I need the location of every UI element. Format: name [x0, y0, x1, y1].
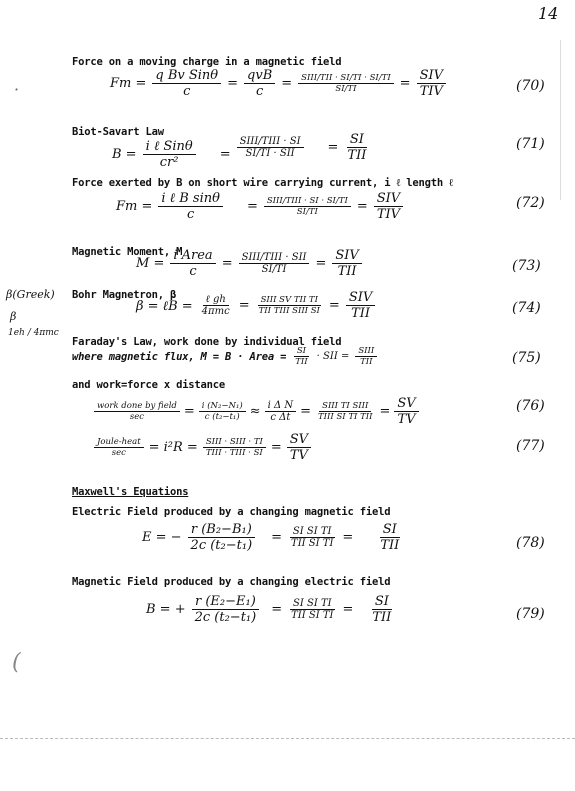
eq73-frac2: $\frac{\text{SIII/TIII · SII}}{SI/TI}$: [239, 252, 310, 275]
equation-number-70: (70): [516, 78, 545, 94]
eq71-frac3: $\frac{SI}{\text{TII}}$: [347, 131, 367, 163]
eq78-frac2: $\frac{\text{SI SI TI}}{\text{TII SI TI}}$: [291, 526, 334, 549]
heading-75: Faraday's Law, work done by individual field: [72, 336, 342, 348]
eq76-frac1: $\frac{\text{i (N₂−N₁)}}{\text{c (t₂−t₁)}}$: [199, 401, 246, 422]
equation-number-79: (79): [516, 606, 545, 622]
eq78-frac3: $\frac{SI}{\text{TII}}$: [380, 522, 400, 553]
equation-72: Fm = $\frac{\text{i ℓ B sinθ}}{c}$ = $\frac{\text{SIII/TIII · SI · SI/TI}}{SI/TI}$ = $\frac{\text{SIV}}{\text{TIV}}$: [116, 190, 403, 222]
equation-79: B = + $\frac{\text{r (E₂−E₁)}}{\text{2c (t₂−t₁)}}$ = $\frac{\text{SI SI TI}}{\text{TII SI TI}}$ = $\frac{SI}{\text{TII}}$: [146, 594, 394, 625]
eq75-frac1: $\frac{SI}{\text{TII}}$: [295, 346, 308, 367]
eq74-frac3: $\frac{\text{SIV}}{\text{TII}}$: [346, 290, 375, 321]
eq71-frac1: $\frac{\text{i ℓ Sinθ}}{\text{cr²}}$: [143, 138, 196, 170]
eq77-frac2: $\frac{SV}{TV}$: [287, 432, 311, 463]
heading-70: Force on a moving charge in a magnetic field: [72, 56, 342, 68]
equation-78: E = − $\frac{\text{r (B₂−B₁)}}{\text{2c (t₂−t₁)}}$ = $\frac{\text{SI SI TI}}{\text{TII SI TI}}$ = $\frac{SI}{\text{TII}}$: [142, 522, 402, 553]
eq75-frac2: $\frac{\text{SIII}}{\text{TII}}$: [355, 346, 377, 367]
equation-number-75: (75): [512, 350, 541, 366]
heading-71: Biot-Savart Law: [72, 126, 164, 138]
heading-73: Magnetic Moment, M: [72, 246, 183, 258]
equation-76: $\frac{\text{work done by field}}{\sec}$ = $\frac{\text{i (N₂−N₁)}}{\text{c (t₂−t₁)}}$ ≈ $\frac{\text{i Δ N}}{\text{c Δt}}$ = $\frac{\text{SIII TI SIII}}{\text{TIII SI TI TII}}$ = $\frac{SV}{TV}$: [94, 396, 419, 427]
heading-74: Bohr Magnetron, β: [72, 289, 177, 301]
equation-number-74: (74): [512, 300, 541, 316]
heading-79: Magnetic Field produced by a changing electric field: [72, 576, 391, 588]
eq77-frac1: $\frac{\text{SIII · SIII · TI}}{\text{TIII · TIII · SI}}$: [203, 437, 266, 458]
eq76-lhs: $\frac{\text{work done by field}}{\sec}$: [94, 401, 180, 422]
eq78-frac1: $\frac{\text{r (B₂−B₁)}}{\text{2c (t₂−t₁)}}$: [188, 522, 256, 553]
eq74-frac1: $\frac{\text{ℓ gh}}{\text{4πmc}}$: [201, 294, 230, 317]
margin-mark: ·: [14, 80, 20, 99]
eq76-frac2: $\frac{\text{i Δ N}}{\text{c Δt}}$: [265, 400, 297, 423]
eq77-lhs: $\frac{\text{Joule-heat}}{\sec}$: [94, 437, 144, 458]
eq76-frac3: $\frac{\text{SIII TI SIII}}{\text{TIII SI TI TII}}$: [318, 401, 373, 422]
eq74-frac2: $\frac{\text{SIII SV TII TI}}{\text{TII TIII SIII SI}}$: [258, 295, 320, 316]
heading-78: Electric Field produced by a changing magnetic field: [72, 506, 391, 518]
eq70-frac1: $\frac{\text{q Bv Sinθ}}{c}$: [152, 68, 221, 99]
scan-edge-line: [0, 738, 575, 739]
scan-edge-mark: [560, 40, 561, 200]
eq76-frac4: $\frac{SV}{TV}$: [394, 396, 418, 427]
eq79-frac1: $\frac{\text{r (E₂−E₁)}}{\text{2c (t₂−t₁)}}$: [192, 594, 260, 625]
equation-77: $\frac{\text{Joule-heat}}{\sec}$ = i²R = $\frac{\text{SIII · SIII · TI}}{\text{TIII · TIII · SI}}$ = $\frac{SV}{TV}$: [94, 432, 311, 463]
equation-74: β = ℓB = $\frac{\text{ℓ gh}}{\text{4πmc}}$ = $\frac{\text{SIII SV TII TI}}{\text{TII TIII SIII SI}}$ = $\frac{\text{SIV}}{\text{TII}}$: [136, 290, 375, 321]
eq70-frac3: $\frac{\text{SIII/TII · SI/TI · SI/TI}}{SI/TI}$: [298, 73, 394, 94]
equation-number-71: (71): [516, 136, 545, 152]
page-number: 14: [538, 4, 559, 23]
equation-number-77: (77): [516, 438, 545, 454]
eq72-frac2: $\frac{\text{SIII/TIII · SI · SI/TI}}{SI/TI}$: [264, 196, 351, 217]
eq70-frac2: $\frac{\text{qvB}}{c}$: [244, 68, 275, 99]
eq73-frac3: $\frac{\text{SIV}}{\text{TII}}$: [332, 248, 361, 279]
margin-note-ratio: 1eh / 4πmc: [8, 328, 59, 338]
equation-70: Fm = $\frac{\text{q Bv Sinθ}}{c}$ = $\frac{\text{qvB}}{c}$ = $\frac{\text{SIII/TII · SI/TI · SI/TI}}{SI/TI}$ = $\frac{\text{SIV}}{\text{TIV}}$: [110, 68, 446, 99]
margin-note-beta-greek: β(Greek): [6, 288, 55, 301]
eq72-frac1: $\frac{\text{i ℓ B sinθ}}{c}$: [158, 190, 223, 222]
eq70-frac4: $\frac{\text{SIV}}{\text{TIV}}$: [417, 68, 446, 99]
heading-76: and work=force x distance: [72, 379, 226, 391]
eq73-frac1: $\frac{\text{i Area}}{c}$: [170, 248, 215, 279]
heading-72: Force exerted by B on short wire carrying current, i ℓ length ℓ: [72, 177, 453, 189]
equation-number-73: (73): [512, 258, 541, 274]
eq70-lhs: Fm =: [110, 76, 147, 91]
eq79-frac2: $\frac{\text{SI SI TI}}{\text{TII SI TI}}$: [291, 598, 334, 621]
margin-bracket: (: [12, 650, 21, 675]
equation-number-78: (78): [516, 535, 545, 551]
eq71-frac2: $\frac{\text{SIII/TIII · SI}}{\text{SI/TI · SII}}$: [237, 136, 304, 159]
eq79-frac3: $\frac{SI}{\text{TII}}$: [372, 594, 392, 625]
eq72-frac3: $\frac{\text{SIV}}{\text{TIV}}$: [374, 191, 403, 222]
equation-75: where magnetic flux, M = B · Area = $\frac{SI}{\text{TII}}$ · SII = $\frac{\text{SIII}}{\text{TII}}$: [72, 346, 377, 367]
margin-note-beta: β: [10, 310, 17, 323]
equation-71: B = $\frac{\text{i ℓ Sinθ}}{\text{cr²}}$ = $\frac{\text{SIII/TIII · SI}}{\text{SI/TI · SII}}$ = $\frac{SI}{\text{TII}}$: [112, 124, 369, 170]
equation-number-72: (72): [516, 195, 545, 211]
equation-number-76: (76): [516, 398, 545, 414]
equation-73: M = $\frac{\text{i Area}}{c}$ = $\frac{\text{SIII/TIII · SII}}{SI/TI}$ = $\frac{\text{SIV}}{\text{TII}}$: [136, 248, 362, 279]
maxwell-title: Maxwell's Equations: [72, 486, 189, 498]
